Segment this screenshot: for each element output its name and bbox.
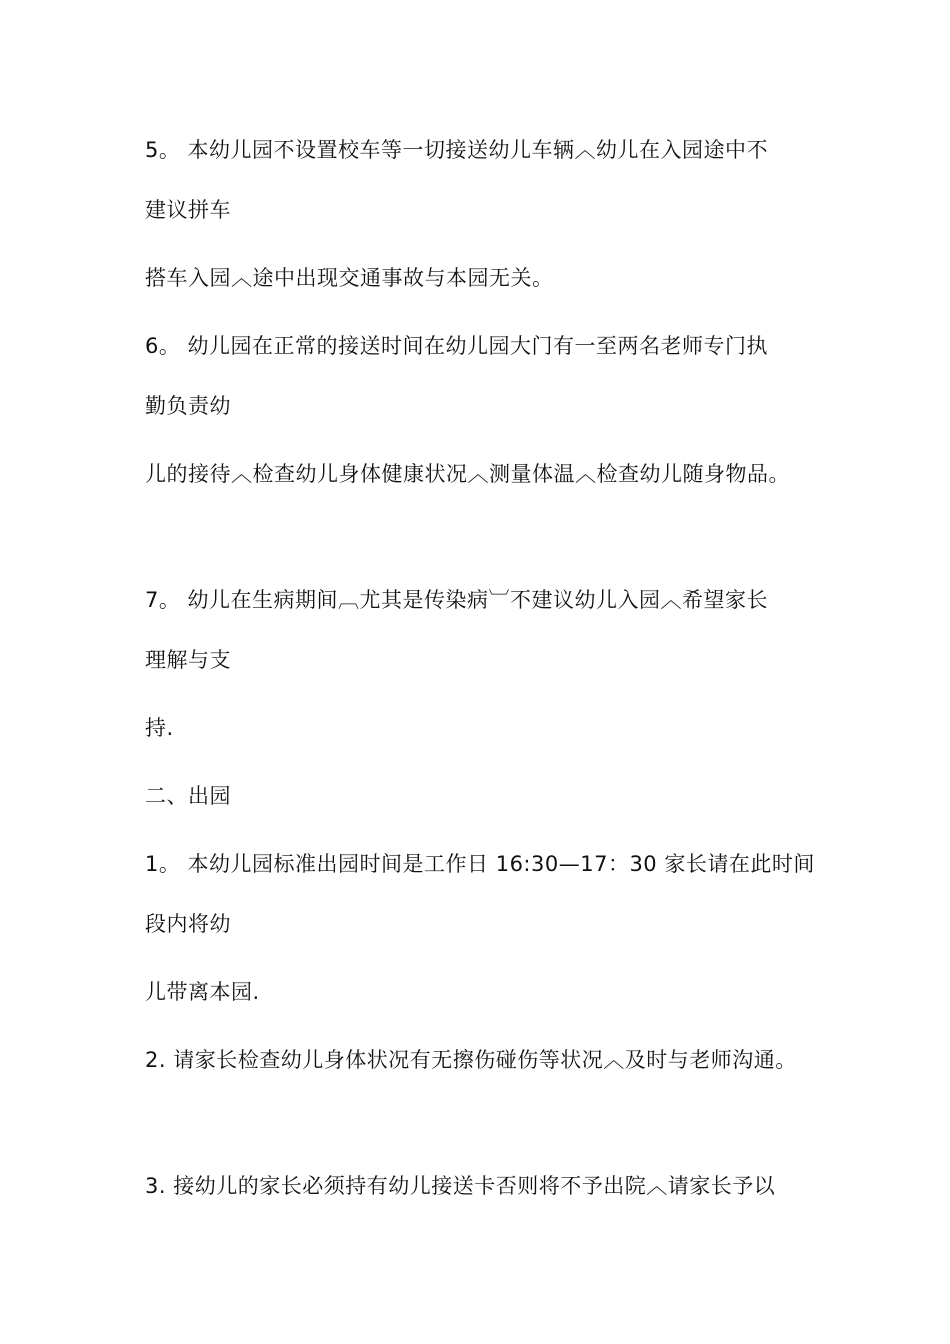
text-line-1-part3: 儿带离本园. xyxy=(145,980,260,1004)
text-line-5-part1: 5。 本幼儿园不设置校车等一切接送幼儿车辆︿幼儿在入园途中不 xyxy=(145,138,769,162)
text-line-1-part1: 1。 本幼儿园标准出园时间是工作日 16:30—17：30 家长请在此时间 xyxy=(145,852,815,876)
text-line-7-part1: 7。 幼儿在生病期间︹尤其是传染病︺不建议幼儿入园︿希望家长 xyxy=(145,588,769,612)
text-line-5-part3: 搭车入园︿途中出现交通事故与本园无关。 xyxy=(145,266,554,290)
text-line-7-part3: 持. xyxy=(145,716,174,740)
text-line-6-part1: 6。 幼儿园在正常的接送时间在幼儿园大门有一至两名老师专门执 xyxy=(145,334,769,358)
text-line-6-part3: 儿的接待︿检查幼儿身体健康状况︿测量体温︿检查幼儿随身物品。 xyxy=(145,462,790,486)
section-heading: 二、出园 xyxy=(145,784,231,808)
text-line-2: 2. 请家长检查幼儿身体状况有无擦伤碰伤等状况︿及时与老师沟通。 xyxy=(145,1048,797,1072)
text-line-1-part2: 段内将幼 xyxy=(145,912,231,936)
text-line-7-part2: 理解与支 xyxy=(145,648,231,672)
text-line-3: 3. 接幼儿的家长必须持有幼儿接送卡否则将不予出院︿请家长予以 xyxy=(145,1174,776,1198)
text-line-5-part2: 建议拼车 xyxy=(145,198,231,222)
text-line-6-part2: 勤负责幼 xyxy=(145,394,231,418)
